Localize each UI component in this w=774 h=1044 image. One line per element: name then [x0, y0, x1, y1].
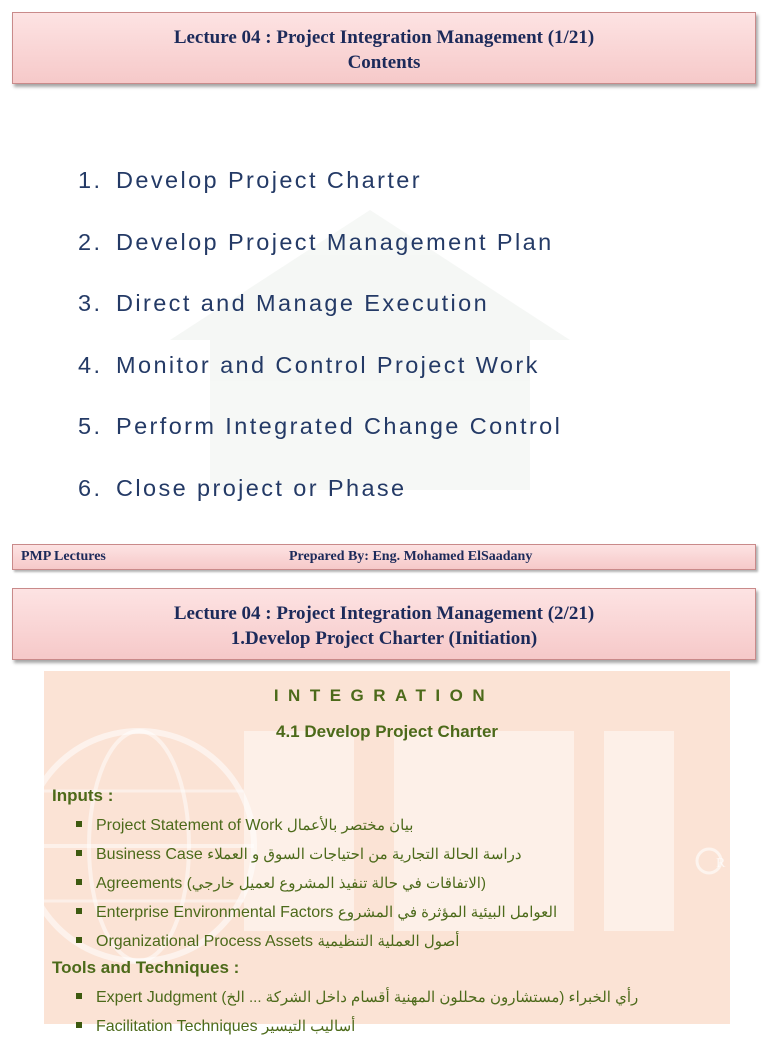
- slide2-title: Lecture 04 : Project Integration Management (2/21): [173, 603, 595, 624]
- tool-arabic-note: أساليب التيسير: [262, 1018, 356, 1035]
- square-bullet-icon: [76, 908, 82, 914]
- slide2-subtitle: 1.Develop Project Charter (Initiation): [230, 628, 538, 649]
- contents-item-text: Develop Project Management Plan: [116, 228, 554, 255]
- input-name: Project Statement of Work: [96, 817, 283, 834]
- tool-arabic-note: رأي الخبراء (مستشارون محللون المهنية أقسام داخل الشركة ... الخ): [221, 989, 639, 1006]
- contents-item: [78, 212, 718, 274]
- slide-footer: [12, 544, 756, 570]
- list-item: [76, 1015, 716, 1044]
- square-bullet-icon: [76, 1022, 82, 1028]
- contents-item-number: 5.: [78, 413, 103, 440]
- contents-item-number: 2.: [78, 228, 103, 255]
- list-item: [76, 872, 716, 901]
- square-bullet-icon: [76, 879, 82, 885]
- contents-item-number: 6.: [78, 474, 103, 501]
- input-name: Enterprise Environmental Factors: [96, 904, 334, 921]
- contents-item: [78, 335, 718, 397]
- contents-item-text: Develop Project Charter: [116, 167, 422, 194]
- inputs-heading: Inputs :: [52, 786, 114, 805]
- slide1-subtitle: Contents: [347, 52, 421, 73]
- input-arabic-note: العوامل البيئية المؤثرة في المشروع: [337, 904, 558, 921]
- input-arabic-note: بيان مختصر بالأعمال: [286, 817, 414, 834]
- input-arabic-note: دراسة الحالة التجارية من احتياجات السوق و العملاء: [207, 846, 522, 863]
- list-item: [76, 901, 716, 930]
- tool-name: Facilitation Techniques: [96, 1018, 258, 1035]
- footer-author: Prepared By: Eng. Mohamed ElSaadany: [289, 549, 533, 564]
- input-name: Agreements: [96, 875, 183, 892]
- inputs-list: [76, 814, 716, 959]
- tools-list: [76, 986, 716, 1044]
- contents-item-text: Direct and Manage Execution: [116, 290, 490, 317]
- contents-item-text: Close project or Phase: [116, 474, 407, 501]
- slide2-title-box: [12, 588, 756, 660]
- contents-item: [78, 396, 718, 458]
- tool-name: Expert Judgment: [96, 989, 217, 1006]
- contents-list: [78, 150, 718, 519]
- contents-item-number: 3.: [78, 290, 103, 317]
- square-bullet-icon: [76, 993, 82, 999]
- slide1-title-box: [12, 12, 756, 84]
- square-bullet-icon: [76, 821, 82, 827]
- list-item: [76, 930, 716, 959]
- input-arabic-note: أصول العملية التنظيمية: [317, 933, 460, 950]
- svg-text:R: R: [716, 856, 726, 871]
- list-item: [76, 986, 716, 1015]
- contents-item: [78, 458, 718, 520]
- contents-item-text: Perform Integrated Change Control: [116, 413, 563, 440]
- slide1-title: Lecture 04 : Project Integration Management (1/21): [173, 27, 595, 48]
- square-bullet-icon: [76, 850, 82, 856]
- footer-left-text: PMP Lectures: [21, 549, 106, 564]
- input-name: Organizational Process Assets: [96, 933, 313, 950]
- input-arabic-note: (الاتفاقات في حالة تنفيذ المشروع لعميل خارجي): [186, 875, 486, 892]
- tools-heading: Tools and Techniques :: [52, 958, 240, 977]
- process-title: 4.1 Develop Project Charter: [275, 722, 499, 741]
- contents-item-text: Monitor and Control Project Work: [116, 351, 540, 378]
- input-name: Business Case: [96, 846, 203, 863]
- contents-item: [78, 150, 718, 212]
- contents-item-number: 4.: [78, 351, 103, 378]
- list-item: [76, 843, 716, 872]
- list-item: [76, 814, 716, 843]
- integration-banner: INTEGRATION: [273, 686, 495, 705]
- square-bullet-icon: [76, 937, 82, 943]
- contents-item: [78, 273, 718, 335]
- contents-item-number: 1.: [78, 167, 103, 194]
